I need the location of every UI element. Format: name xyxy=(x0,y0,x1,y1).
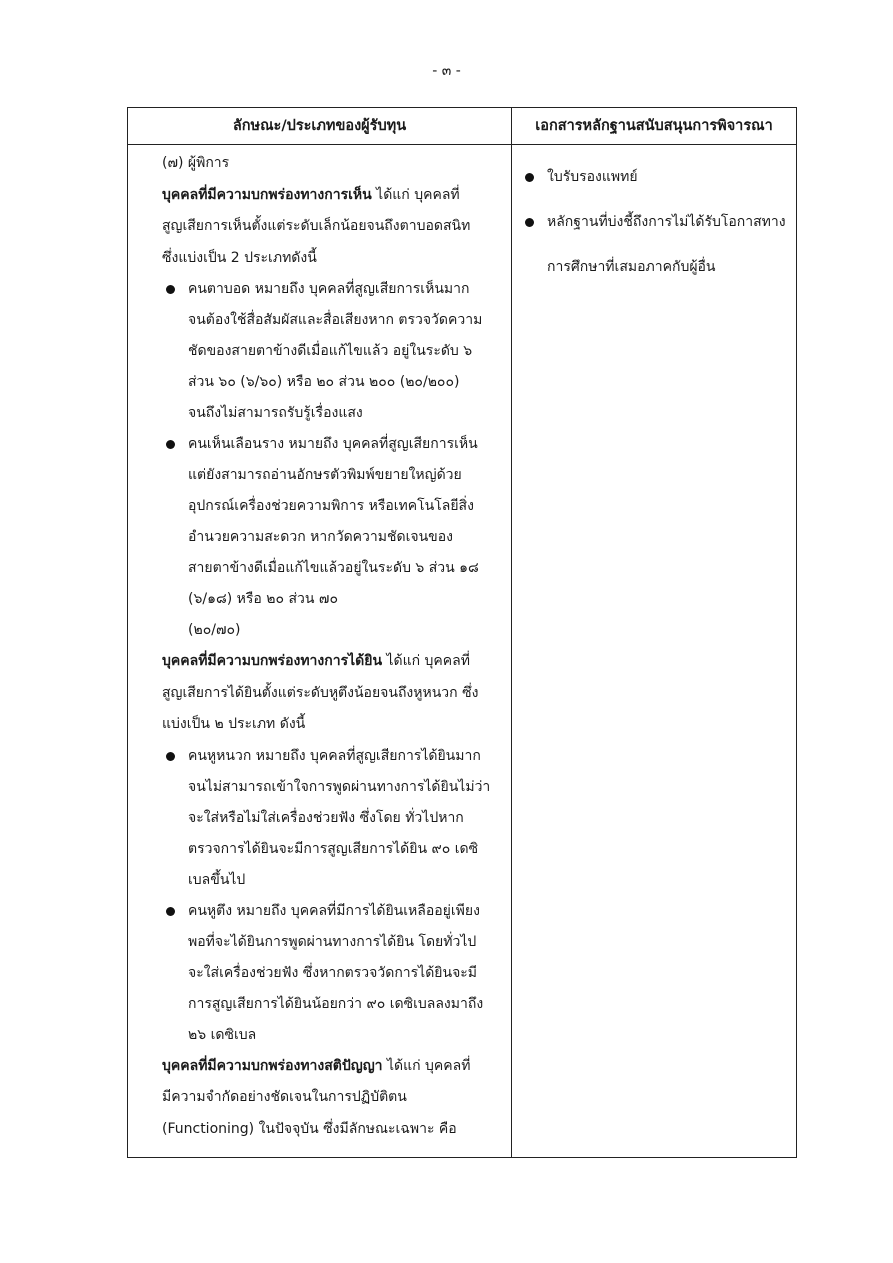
bullet-line: คนหูหนวก หมายถึง บุคคลที่สูญเสียการได้ยินมาก xyxy=(188,747,481,764)
bullet-line: ชัดของสายตาข้างดีเมื่อแก้ไขแล้ว อยู่ในระดับ ๖ xyxy=(188,343,473,359)
bullet-hard-of-hearing xyxy=(162,896,504,1051)
bullet-line: การศึกษาที่เสมอภาคกับผู้อื่น xyxy=(547,259,716,275)
bullet-line: คนหูตึง หมายถึง บุคคลที่มีการได้ยินเหลืออยู่เพียง xyxy=(188,902,480,919)
bullet-line: อุปกรณ์เครื่องช่วยความพิการ หรือเทคโนโลยีสิ่ง xyxy=(188,498,474,514)
bullet-dot-icon xyxy=(166,440,175,449)
criteria-table xyxy=(127,107,797,1158)
bullet-line: ๒๖ เดซิเบล xyxy=(188,1026,257,1043)
doc-medical-certificate xyxy=(521,162,791,193)
column-divider xyxy=(511,108,512,1157)
bullet-line: หลักฐานที่บ่งชี้ถึงการไม่ได้รับโอกาสทาง xyxy=(547,214,786,230)
bullet-line: จะใส่เครื่องช่วยฟัง ซึ่งหากตรวจวัดการได้ยินจะมี xyxy=(188,964,478,981)
page-number: - ๓ - xyxy=(432,63,461,79)
intellectual-heading: บุคคลที่มีความบกพร่องทางสติปัญญา xyxy=(162,1057,383,1074)
visual-intro-line: ซึ่งแบ่งเป็น 2 ประเภทดังนี้ xyxy=(162,249,317,266)
hearing-intro-line: แบ่งเป็น ๒ ประเภท ดังนี้ xyxy=(162,716,306,732)
hearing-intro-line: สูญเสียการได้ยินตั้งแต่ระดับหูตึงน้อยจนถึงหูหนวก ซึ่ง xyxy=(162,684,479,701)
bullet-line: จะใส่หรือไม่ใส่เครื่องช่วยฟัง ซึ่งโดย ทั่วไปหาก xyxy=(188,809,464,826)
bullet-line: คนตาบอด หมายถึง บุคคลที่สูญเสียการเห็นมาก xyxy=(188,281,470,297)
header-supporting-documents: เอกสารหลักฐานสนับสนุนการพิจารณา xyxy=(535,118,773,134)
hearing-heading: บุคคลที่มีความบกพร่องทางการได้ยิน xyxy=(162,653,383,669)
table-header-row xyxy=(128,108,796,145)
intellectual-intro-line: มีความจำกัดอย่างชัดเจนในการปฏิบัติตน xyxy=(162,1089,407,1105)
bullet-blind xyxy=(162,274,504,429)
bullet-line: อำนวยความสะดวก หากวัดความชัดเจนของ xyxy=(188,529,453,545)
visual-intro-rest: ได้แก่ บุคคลที่ xyxy=(371,186,460,203)
bullet-line: จนไม่สามารถเข้าใจการพูดผ่านทางการได้ยินไม่ว่า xyxy=(188,778,491,795)
bullet-line: ใบรับรองแพทย์ xyxy=(547,169,638,185)
visual-heading: บุคคลที่มีความบกพร่องทางการเห็น xyxy=(162,186,372,203)
bullet-dot-icon xyxy=(525,218,534,227)
visual-intro xyxy=(162,180,504,212)
bullet-line: พอที่จะได้ยินการพูดผ่านทางการได้ยิน โดยทั่วไป xyxy=(188,933,477,950)
supporting-documents-cell xyxy=(521,148,791,297)
intellectual-intro-line: (Functioning) ในปัจจุบัน ซึ่งมีลักษณะเฉพาะ คือ xyxy=(162,1120,457,1137)
intellectual-intro xyxy=(162,1051,504,1083)
bullet-line: การสูญเสียการได้ยินน้อยกว่า ๙๐ เดซิเบลลงมาถึง xyxy=(188,995,484,1012)
bullet-line: ส่วน ๖๐ (๖/๖๐) หรือ ๒๐ ส่วน ๒๐๐ (๒๐/๒๐๐) xyxy=(188,374,460,390)
bullet-dot-icon xyxy=(525,173,534,182)
intellectual-intro-rest: ได้แก่ บุคคลที่ xyxy=(382,1057,471,1074)
bullet-line: สายตาข้างดีเมื่อแก้ไขแล้วอยู่ในระดับ ๖ ส่วน ๑๘ xyxy=(188,560,479,576)
item-label: (๗) ผู้พิการ xyxy=(162,155,230,171)
bullet-line: แต่ยังสามารถอ่านอักษรตัวพิมพ์ขยายใหญ่ด้วย xyxy=(188,467,462,483)
hearing-intro xyxy=(162,646,504,678)
bullet-deaf xyxy=(162,741,504,896)
bullet-low-vision xyxy=(162,429,504,646)
recipient-type-cell xyxy=(162,148,504,1145)
bullet-line: (๒๐/๗๐) xyxy=(188,622,241,638)
bullet-dot-icon xyxy=(166,907,175,916)
hearing-intro-rest: ได้แก่ บุคคลที่ xyxy=(382,653,470,669)
bullet-line: จนต้องใช้สื่อสัมผัสและสื่อเสียงหาก ตรวจวัดความ xyxy=(188,312,483,328)
bullet-line: เบลขึ้นไป xyxy=(188,871,246,888)
bullet-line: ตรวจการได้ยินจะมีการสูญเสียการได้ยิน ๙๐ เดซิ xyxy=(188,840,479,857)
visual-intro-line: สูญเสียการเห็นตั้งแต่ระดับเล็กน้อยจนถึงตาบอดสนิท xyxy=(162,218,471,234)
bullet-line: คนเห็นเลือนราง หมายถึง บุคคลที่สูญเสียการเห็น xyxy=(188,436,478,452)
header-recipient-type: ลักษณะ/ประเภทของผู้รับทุน xyxy=(232,118,407,134)
bullet-line: จนถึงไม่สามารถรับรู้เรื่องแสง xyxy=(188,405,363,421)
bullet-line: (๖/๑๘) หรือ ๒๐ ส่วน ๗๐ xyxy=(188,591,338,607)
bullet-dot-icon xyxy=(166,285,175,294)
bullet-dot-icon xyxy=(166,752,175,761)
doc-evidence-unequal-education xyxy=(521,207,791,283)
